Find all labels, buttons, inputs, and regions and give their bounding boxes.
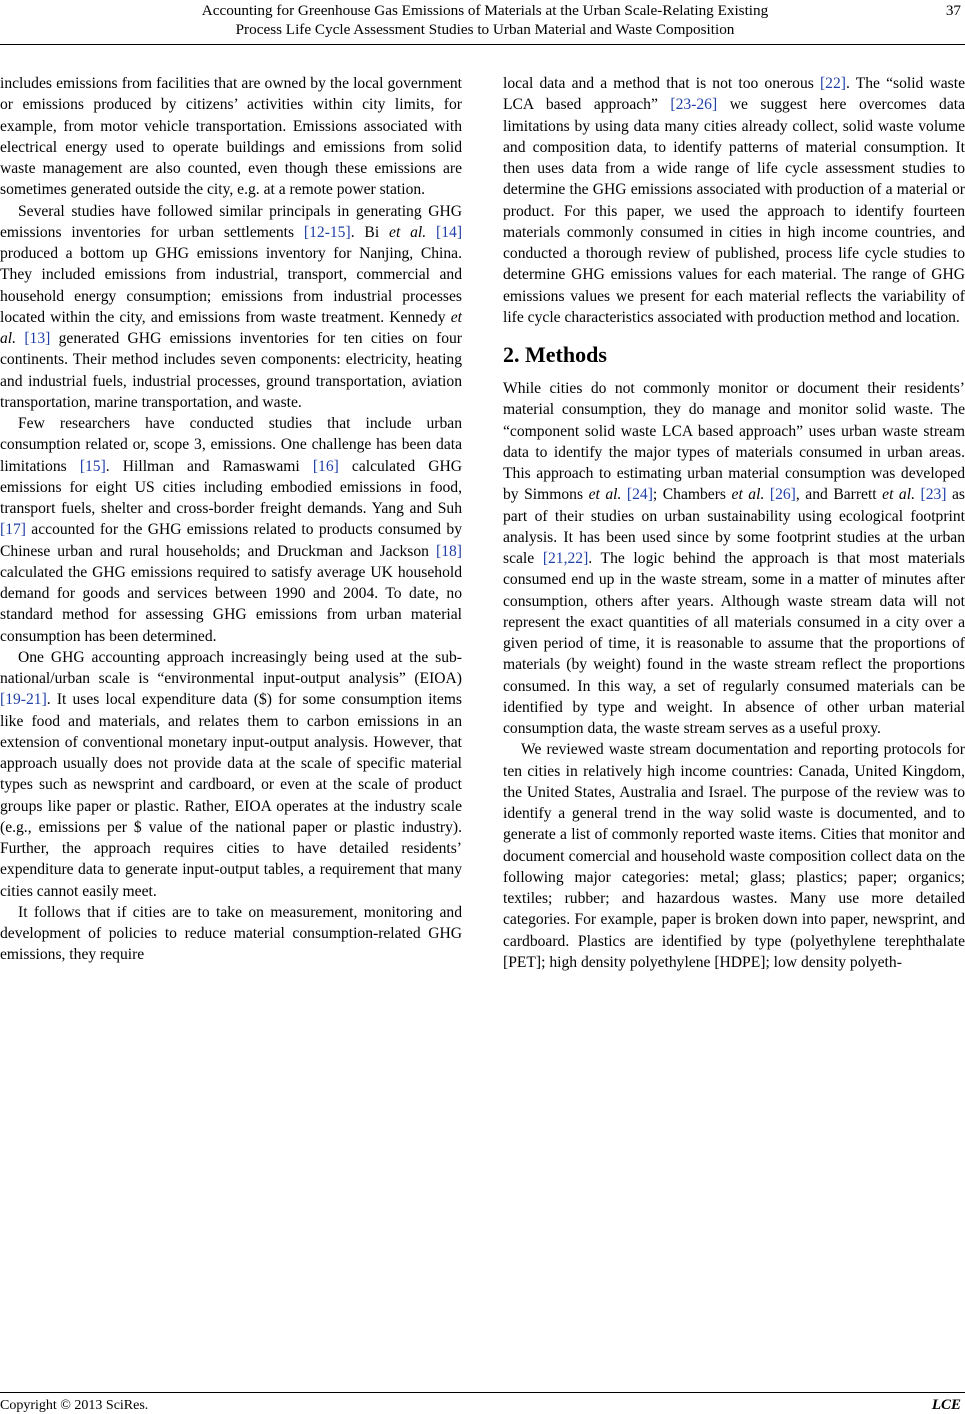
- copyright-notice: Copyright © 2013 SciRes.: [0, 1398, 149, 1413]
- paragraph-solid-waste-lca: local data and a method that is not too onerous [22]. The “solid waste LCA based approach” [23-26] we suggest here overcomes data limitations by using data many cities already collect, solid waste volume and composition data, to identify patterns of material consumption. It then uses data from a wide range of life cycle assessment studies to determine the GHG emissions associated with production of a material or product. For this paper, we used the approach to identify fourteen materials commonly consumed in cities in high income countries, and conducted a thorough review of published, process life cycle studies to determine GHG emissions values for each material. The range of GHG emissions values we present for each material reflects the variability of life cycle characteristics associated with production method and location.: [503, 75, 965, 326]
- citation-link[interactable]: [14]: [436, 223, 463, 241]
- header-divider: [0, 44, 965, 45]
- section-heading-methods: 2. Methods: [503, 342, 607, 367]
- paragraph-ghg-inventories: Several studies have followed similar principals in generating GHG emissions inventories for urban settlements [12-15]. Bi et al. [14] produced a bottom up GHG emissions inventory for Nanjing, China. They included emissions from industrial, transport, commercial and household energy consumption; emissions from industrial processes located within the city, and emissions from waste treatment. Kennedy et al. [13] generated GHG emissions inventories for ten cities on four continents. Their method includes seven components: electricity, heating and industrial fuels, industrial processes, ground transportation, aviation transportation, marine transportation, and waste.: [0, 202, 463, 411]
- citation-link[interactable]: [23-26]: [670, 96, 718, 114]
- citation-link[interactable]: [24]: [626, 486, 653, 504]
- journal-abbreviation: LCE: [931, 1397, 961, 1413]
- citation-link[interactable]: [18]: [436, 542, 462, 560]
- citation-link[interactable]: [17]: [0, 521, 26, 539]
- citation-link[interactable]: [13]: [24, 330, 51, 347]
- citation-link[interactable]: [23]: [920, 486, 947, 504]
- page-number: 37: [945, 2, 961, 19]
- running-header: [0, 0, 965, 50]
- paragraph-eioa: One GHG accounting approach increasingly being used at the sub-national/urban scale is “environmental input-output analysis” (EIOA) [19-21]. It uses local expenditure data ($) for some consumption items like food and materials, and relates them to carbon emissions in an extension of conventional monetary input-output analysis. However, that approach usually does not provide data at the scale of specific material types such as newsprint and cardboard, or even at the scale of product groups like paper or plastic. Rather, EIOA operates at the industry scale (e.g., emissions per $ value of the national paper or plastic industry). Further, the approach requires cities to have detailed residents’ expenditure data to generate input-output tables, a requirement that many cities cannot easily meet.: [0, 648, 462, 900]
- citation-link[interactable]: [19-21]: [0, 691, 47, 709]
- citation-link[interactable]: [15]: [79, 457, 106, 475]
- citation-link[interactable]: [21,22]: [542, 550, 589, 567]
- right-column: [503, 73, 965, 973]
- running-title-line-1: Accounting for Greenhouse Gas Emissions of Materials at the Urban Scale-Relating Existing: [201, 2, 769, 19]
- footer-divider: [0, 1392, 965, 1393]
- paragraph-scope3: Few researchers have conducted studies that include urban consumption related or, scope 3, emissions. One challenge has been data limitations [15]. Hillman and Ramaswami [16] calculated GHG emissions for eight US cities including embodied emissions in food, transport fuels, shelter and cross-border freight demands. Yang and Suh [17] accounted for the GHG emissions related to products consumed by Chinese urban and rural households; and Druckman and Jackson [18] calculated the GHG emissions required to satisfy average UK household demand for goods and services between 1990 and 2004. To date, no standard method for assessing GHG emissions from urban material consumption has been determined.: [0, 415, 463, 645]
- paragraph-follows: It follows that if cities are to take on measurement, monitoring and development of policies to reduce material consumption-related GHG emissions, they require: [0, 903, 462, 964]
- left-column: [0, 73, 462, 966]
- citation-link[interactable]: [12-15]: [303, 223, 351, 241]
- citation-link[interactable]: [16]: [312, 457, 339, 475]
- citation-link[interactable]: [22]: [819, 75, 846, 92]
- citation-link[interactable]: [26]: [769, 486, 796, 504]
- paragraph-methods: While cities do not commonly monitor or document their residents’ material consumption, they do manage and monitor solid waste. The “component solid waste LCA based approach” uses urban waste stream data to identify the major types of materials consumed in urban areas. This approach to estimating urban material consumption was developed by Simmons et al. [24]; Chambers et al. [26], and Barrett et al. [23] as part of their studies on urban sustainability using ecological footprint analysis. It has been used since by some footprint studies at the urban scale [21,22]. The logic behind the approach is that most materials consumed end up in the waste stream, some in a matter of minutes after consumption, others after years. Although waste stream data will not represent the exact quantities of all materials consumed in a city over a given period of time, it is reasonable to assume that the proportions of materials (by weight) found in the waste stream reflect the proportions consumed. In this way, a set of regularly consumed materials can be identified by type and weight. In absence of other urban material consumption data, the waste stream serves as a useful proxy.: [503, 380, 965, 737]
- paragraph-waste-review: We reviewed waste stream documentation and reporting protocols for ten cities in relatively high income countries: Canada, United Kingdom, the United States, Australia and Israel. The purpose of the review was to identify a general trend in the way solid waste is documented, and to generate a list of commonly reported waste items. Cities that monitor and document comercial and household waste composition collect data on the following major categories: metal; glass; plastics; paper; organics; textiles; rubber; and hazardous wastes. Many use more detailed categories. For example, paper is broken down into paper, newsprint, and cardboard. Plastics are identified by type (polyethylene terephthalate [PET]; high density polyethylene [HDPE]; low density polyeth-: [503, 741, 965, 971]
- running-title-line-2: Process Life Cycle Assessment Studies to Urban Material and Waste Composition: [235, 21, 735, 38]
- paragraph-continued: includes emissions from facilities that are owned by the local government or emissions produced by citizens’ activities within city limits, for example, from motor vehicle transportation. Emissions associated with electrical energy used to operate buildings and emissions from solid waste management are also counted, even though these emissions are sometimes generated outside the city, e.g. at a remote power station.: [0, 75, 462, 199]
- page-footer: [0, 1384, 965, 1414]
